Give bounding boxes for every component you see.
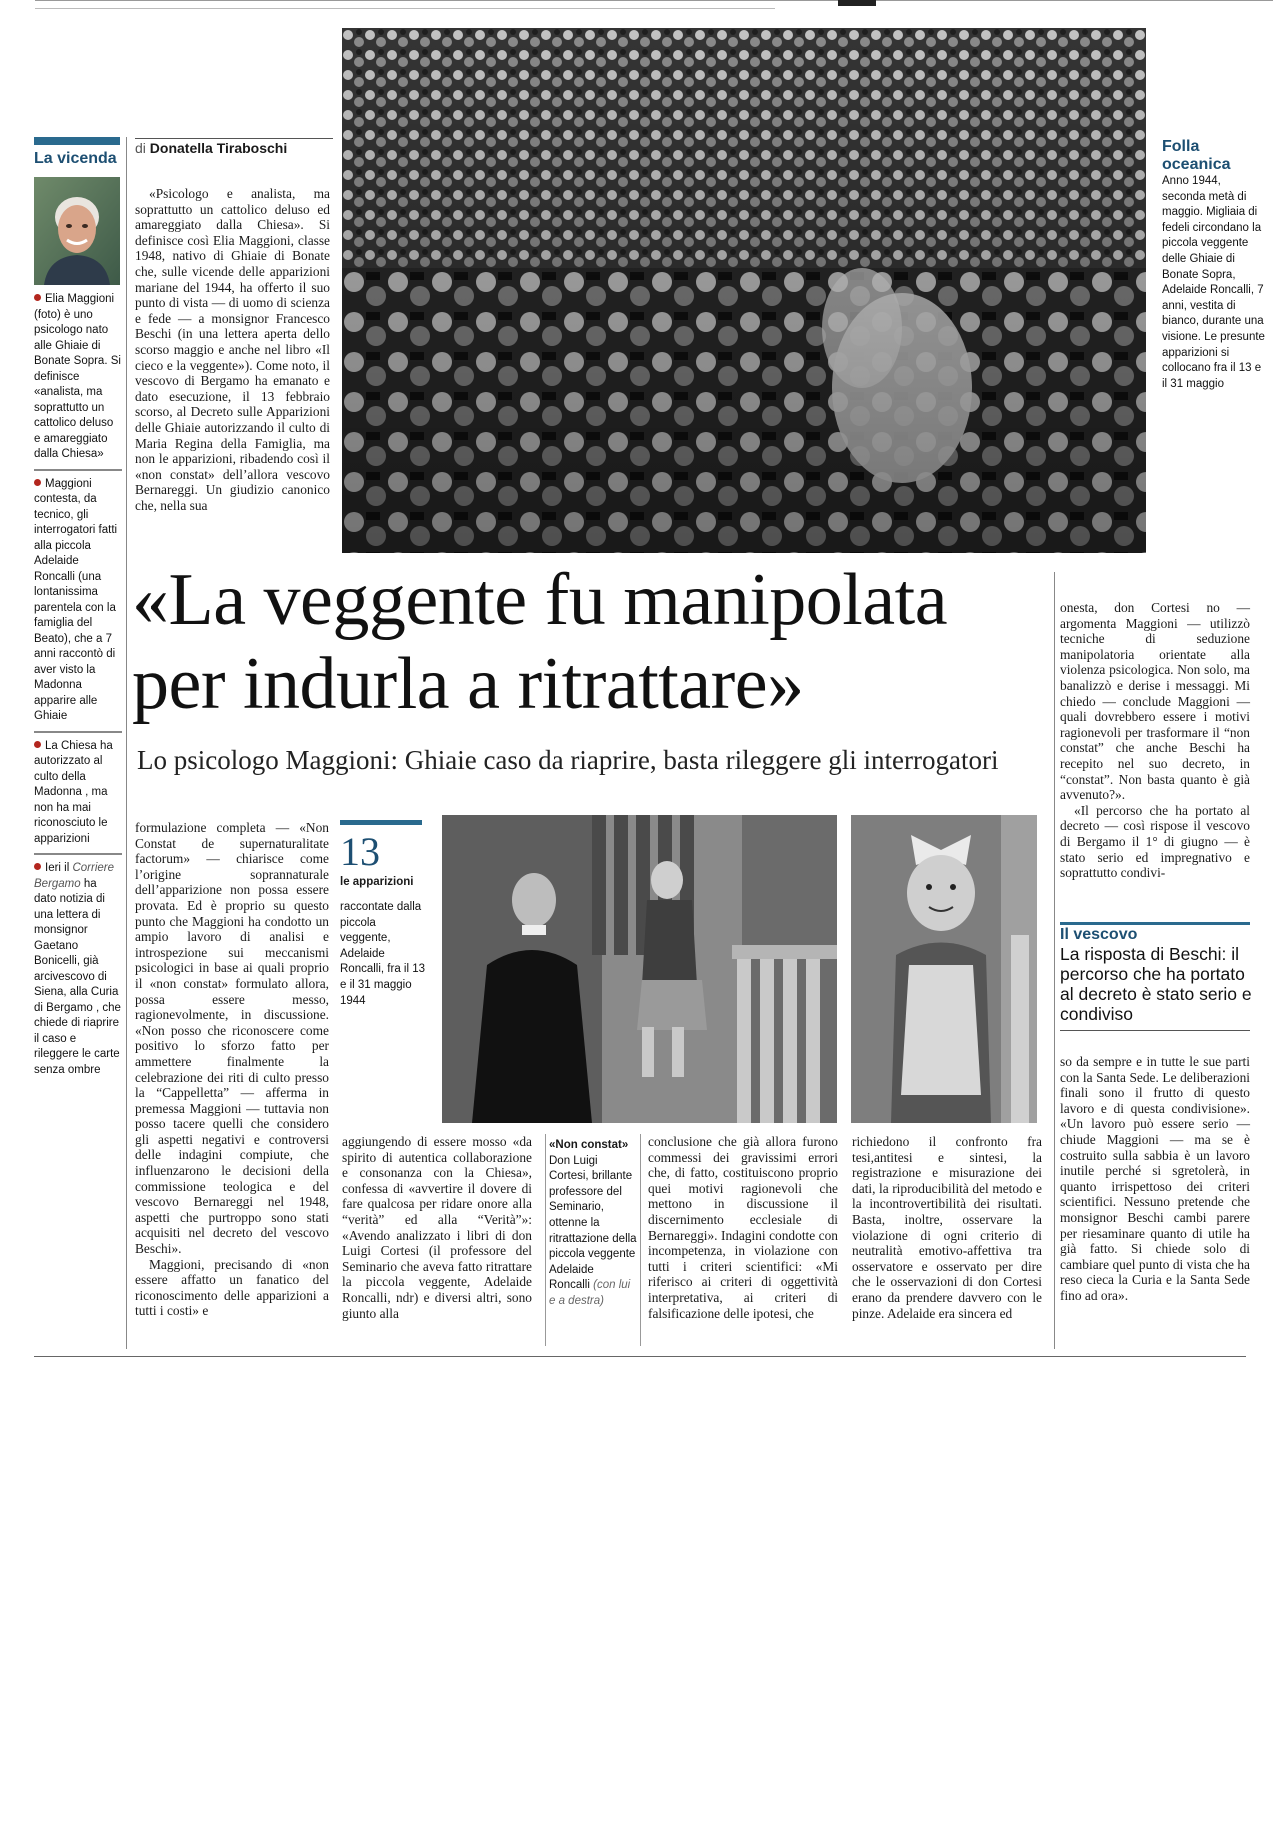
sidebar-item-3: La Chiesa ha autorizzato al culto della Madonna , ma non ha mai riconosciuto le apparizioni xyxy=(34,739,113,845)
byline: di Donatella Tiraboschi xyxy=(135,140,288,156)
article-column-right-top: onesta, don Cortesi no — argomenta Maggioni — utilizzò tecniche di seduzione manipolatoria orientate alla violenza psicologica. Non solo, ma banalizzò e derise i messaggi. Mi chiedo — conclude Maggioni — quali dovrebbero essere i motivi ragionevoli per trasformare il “non constat” che anche Beschi ha recepito nel suo decreto, in “constat”. Non basta quanto è già avvenuto?». «Il percorso che ha portato al decreto — così rispose il vescovo di Bergamo il 1° di giugno — è stato serio ed impregnativo e soprattutto condivi- xyxy=(1060,600,1250,881)
priest-and-child-photo-image xyxy=(442,815,837,1123)
sidebar-kicker-bar xyxy=(34,137,120,145)
bullet-icon xyxy=(34,479,41,486)
stat-box: 13 le apparizioni raccontate dalla piccola veggente, Adelaide Roncalli, fra il 13 e il 31 maggio 1944 xyxy=(340,829,426,1007)
article-column-right-bottom: so da sempre e in tutte le sue parti con la Santa Sede. Le deliberazioni finali sono il frutto di questo lavoro e di questa condivisione». «Un lavoro può essere serio — chiude Maggioni — ma se è costruito sulla sabbia è un lavoro inutile perché si sgretolerà, in quanto irrispettoso dei criteri scientifici. Nessuno pretende che monsignor Beschi cambi parere per riesaminare quanto di utile ha già fatto. Si chiede solo di cambiare quel punto di vista che ha reso cieca la Curia e la Santa Sede fino ad ora». xyxy=(1060,1054,1250,1303)
priest-photo-caption: «Non constat» Don Luigi Cortesi, brillante professore del Seminario, ottenne la ritrattazione della piccola veggente Adelaide Roncalli (con lui e a destra) xyxy=(549,1139,637,1307)
sidebar-item-4: Ieri il Corriere Bergamo ha dato notizia di una lettera di monsignor Gaetano Bonicelli, già arcivescovo di Siena, alla Curia di Bergamo , che chiede di riaprire il caso e rileggere le carte senza ombre xyxy=(34,862,121,1076)
vescovo-box-rule xyxy=(1060,922,1250,925)
crowd-photo-caption: Folla oceanica Anno 1944, seconda metà di maggio. Migliaia di fedeli circondano la piccola veggente delle Ghiaie di Bonate Sopra, Adelaide Roncalli, 7 anni, vestita di bianco, durante una visione. Le presunte apparizioni si collocano fra il 13 e il 31 maggio xyxy=(1162,138,1265,390)
article-column-2: formulazione completa — «Non Constat de supernaturalitate factorum» — chiarisce come l’origine soprannaturale dell’apparizione non possa essere provata. Ed è proprio su questo punto che Maggioni ha condotto un ampio lavoro di analisi e introspezione sui meccanismi psicologici in base ai quali proprio il «non constat» formulato allora, possa essere messo, ragionevolmente, in discussione. «Non posso che riconoscere come positivo lo sforzo fatto per ammettere finalmente la celebrazione dei riti di culto presso la “Cappelletta” — afferma in premessa Maggioni — tuttavia non posso tacere quelli che considero gli aspetti negativi e controversi delle indagini compiute, che influenzarono le decisioni della commissione teologica e del vescovo Bernareggi nel 1948, aspetti che purtroppo sono stati acquisiti nel decreto del vescovo Beschi». Maggioni, precisando di «non essere affatto un fanatico del riconoscimento delle apparizioni a tutti i costi» e xyxy=(135,820,329,1319)
sidebar-portrait-photo xyxy=(34,177,120,285)
sidebar-divider xyxy=(34,469,122,471)
bullet-icon xyxy=(34,294,41,301)
article-column-4: conclusione che già allora furono commessi dei gravissimi errori che, di fatto, costituiscono proprio quei motivi ragionevoli che mettono in discussione il discernimento ecclesiale di Bernareggi». Indagini condotte con incompetenza, in violazione con tutti i criteri scientifici: «Mi riferisco ai criteri di oggettività interpretativa, ai criteri di falsificazione delle ipotesi, che xyxy=(648,1134,838,1321)
crowd-photo xyxy=(342,28,1146,553)
headline: «La veggente fu manipolata per indurla a ritrattare» xyxy=(132,559,948,725)
byline-rule xyxy=(135,138,333,139)
sidebar-item-1: Elia Maggioni (foto) è uno psicologo nato alle Ghiaie di Bonate Sopra. Si definisce «analista, ma soprattutto un cattolico deluso e amareggiato dalla Chiesa» xyxy=(34,293,121,460)
sidebar-divider xyxy=(34,731,122,733)
stat-box-bar xyxy=(340,820,422,825)
right-column-rule xyxy=(1054,572,1055,1349)
article-column-5: richiedono il confronto fra tesi,antitesi e sintesi, la registrazione e misurazione dei dati, la riproducibilità del metodo e la incontrovertibilità dei risultati. Basta, inoltre, osservare la violazione di ogni criterio di neutralità emotivo-affettiva tra osservatore e osservato per dire che le osservazioni di don Cortesi erano da prendere davvero con le pinze. Adelaide era sincera ed xyxy=(852,1134,1042,1321)
person-portrait-icon xyxy=(34,177,120,285)
vescovo-box: Il vescovo La risposta di Beschi: il percorso che ha portato al decreto è stato serio e condiviso xyxy=(1060,926,1252,1024)
sidebar-title: La vicenda xyxy=(34,150,117,167)
bullet-icon xyxy=(34,863,41,870)
sidebar-list xyxy=(34,292,122,1078)
sidebar-vertical-rule xyxy=(126,137,127,1349)
top-edge-mark xyxy=(838,0,876,6)
caption-right-rule xyxy=(640,1134,641,1346)
sidebar-item-2: Maggioni contesta, da tecnico, gli interrogatori fatti alla piccola Adelaide Roncalli (una lontanissima parentela con la famiglia del Beato), che a 7 anni raccontò di aver visto la Madonna apparire alle Ghiaie xyxy=(34,477,118,722)
top-edge-rule-2 xyxy=(35,8,775,9)
top-edge-rule xyxy=(35,0,1273,1)
priest-and-child-photo xyxy=(442,815,837,1123)
vescovo-box-bottom-rule xyxy=(1060,1030,1250,1031)
bottom-page-rule xyxy=(34,1356,1246,1357)
bullet-icon xyxy=(34,741,41,748)
girl-with-bow-photo xyxy=(851,815,1037,1123)
sidebar-divider xyxy=(34,853,122,855)
article-column-3: aggiungendo di essere mosso «da spirito di autentica collaborazione e consonanza con la Chiesa», confessa di «avvertire il dovere di fare qualcosa per ridare onore alla “verità” ed alla “Verità”»: «Avendo analizzato i libri di don Luigi Cortesi (il professore del Seminario che aveva fatto ritrattare la piccola veggente, Adelaide Roncalli, ndr) e diversi altri, sono giunto alla xyxy=(342,1134,532,1321)
caption-left-rule xyxy=(545,1134,546,1346)
subheadline: Lo psicologo Maggioni: Ghiaie caso da riaprire, basta rileggere gli interrogatori xyxy=(137,745,999,775)
article-column-1: «Psicologo e analista, ma soprattutto un cattolico deluso ed amareggiato dalla Chiesa». Si definisce così Elia Maggioni, classe 1948, nativo di Ghiaie di Bonate che, sulle vicende delle apparizioni mariane del 1944, ha offerto il suo punto di vista — di uomo di scienza e fede — a monsignor Francesco Beschi (in una lettera aperta dello scorso maggio e anche nel libro «Il cieco e la veggente»). Come noto, il vescovo di Bergamo ha emanato e dato esecuzione, il 13 febbraio scorso, al Decreto sulle Apparizioni delle Ghiaie autorizzando il culto di Maria Regina della Famiglia, ma non le apparizioni, ribadendo così il «non constat» dell’allora vescovo Bernareggi. Un giudizio canonico che, nella sua xyxy=(135,186,330,513)
girl-with-bow-photo-image xyxy=(851,815,1037,1123)
crowd-photo-image xyxy=(342,28,1146,553)
